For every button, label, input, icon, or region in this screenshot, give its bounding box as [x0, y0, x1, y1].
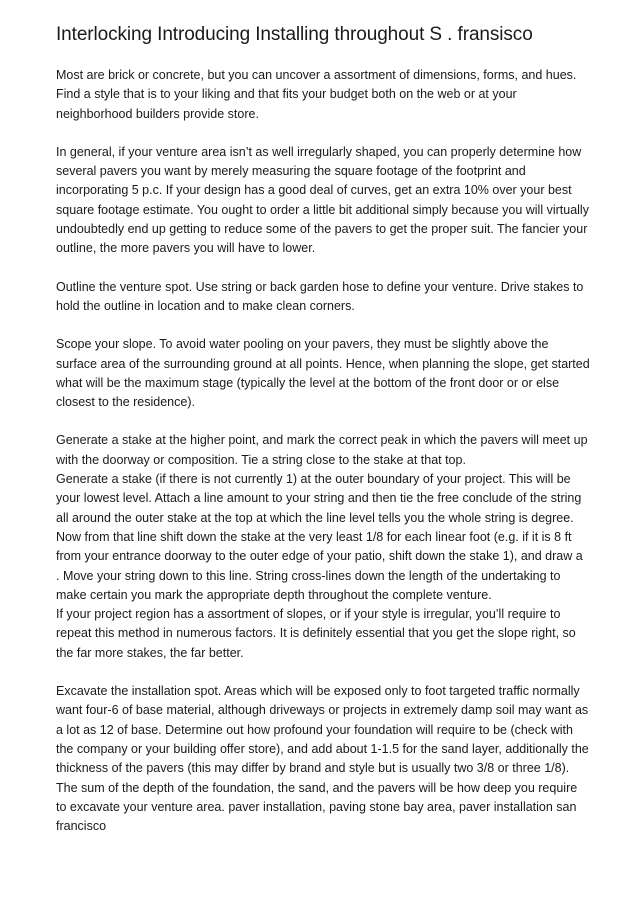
paragraph-line: Generate a stake at the higher point, and mark the correct peak in which the pavers will meet up with the doorway or composition. Tie a string close to the stake at that top. — [56, 433, 588, 467]
paragraph-line: Outline the venture spot. Use string or back garden hose to define your venture. Drive stakes to hold the outline in location and to make clean corners. — [56, 279, 584, 313]
paragraph-materials — [56, 66, 590, 124]
page-title: Interlocking Introducing Installing throughout S . fransisco — [56, 24, 533, 45]
paragraph-estimating — [56, 143, 590, 259]
paragraph-excavate — [56, 682, 590, 836]
paragraph-outline — [56, 278, 590, 317]
paragraph-line: . Move your string down to this line. String cross-lines down the length of the undertaking to make certain you mark the appropriate depth throughout the complete venture. — [56, 568, 561, 602]
paragraph-line: Most are brick or concrete, but you can uncover a assortment of dimensions, forms, and hues. Find a style that is to your liking and that fits your budget both on the web or at your neighborhood builders provide store. — [56, 68, 577, 121]
paragraph-line: Excavate the installation spot. Areas which will be exposed only to foot targeted traffic normally want four-6 of base material, although driveways or projects in extremely damp soil may want as a lot as 12 of base. Determine out how profound your foundation will require to be (check with the company or your building offer store), and add about 1-1.5 for the sand layer, additionally the thickness of the pavers (this may differ by brand and style but is usually two 3/8 or three 1/8). The sum of the depth of the foundation, the sand, and the pavers will be how deep you require to excavate your venture area. paver installation, paving stone bay area, paver installation san francisco — [56, 684, 589, 834]
paragraph-line: Generate a stake (if there is not currently 1) at the outer boundary of your project. This will be your lowest level. Attach a line amount to your string and then tie the free conclude of the string all around the outer stake at the top at which the line level tells you the whole string is degree. Now from that line shift down the stake at the very least 1/8 for each linear foot (e.g. if it is 8 ft from your entrance doorway to the outer edge of your patio, shift down the stake 1), and draw a — [56, 472, 583, 564]
paragraph-line: If your project region has a assortment of slopes, or if your style is irregular, you’ll require to repeat this method in numerous factors. It is definitely essential that you get the slope right, so the far more stakes, the far better. — [56, 607, 576, 660]
document-page — [56, 22, 590, 855]
paragraph-line: In general, if your venture area isn’t as well irregularly shaped, you can properly determine how several pavers you want by merely measuring the square footage of the footprint and incorporating 5 p.c. If your design has a good deal of curves, get an extra 10% over your best square footage estimate. You ought to order a little bit additional simply because you will virtually undoubtedly end up getting to reduce some of the pavers to get the proper suit. The fancier your outline, the more pavers you will have to lower. — [56, 144, 589, 256]
paragraph-stakes — [56, 431, 590, 663]
paragraph-slope — [56, 335, 590, 412]
paragraph-line: Scope your slope. To avoid water pooling on your pavers, they must be slightly above the surface area of the surrounding ground at all points. Hence, when planning the slope, get started what will be the maximum stage (typically the level at the bottom of the front door or or else closest to the residence). — [56, 337, 590, 410]
